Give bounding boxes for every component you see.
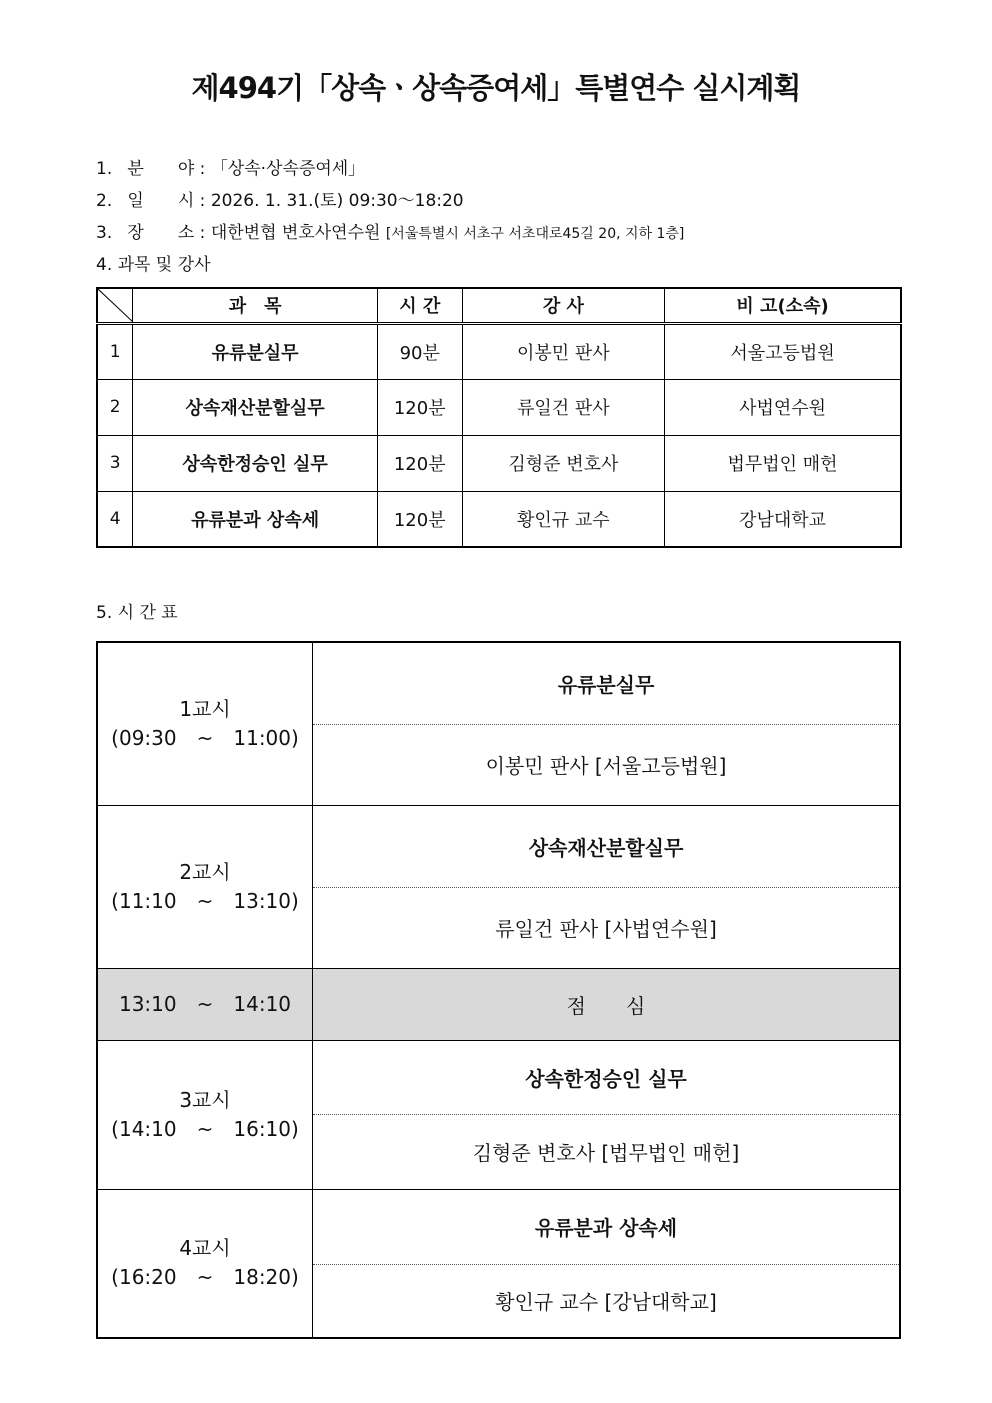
- period-1-lecturer: 이봉민 판사 [서울고등법원]: [313, 724, 901, 805]
- info-place-num: 3.: [96, 223, 113, 243]
- schedule-row-p3-subject: [97, 1040, 900, 1114]
- row-number: 1: [97, 323, 133, 379]
- period-4-label: 4교시: [179, 1236, 231, 1261]
- row-number: 4: [97, 491, 133, 547]
- row-number: 2: [97, 379, 133, 435]
- info-field: 1. 분 야 : 「상속·상속증여세」: [96, 154, 365, 179]
- period-3-label: 3교시: [179, 1087, 231, 1112]
- info-field-key: 분 야: [127, 159, 195, 179]
- row-time: 120분: [377, 379, 462, 435]
- period-1-subject: 유류분실무: [313, 642, 901, 724]
- period-1-time: (09:30 ~ 11:00): [111, 725, 299, 750]
- lunch-label: 점 심: [313, 968, 901, 1040]
- table-row: [97, 323, 901, 379]
- period-1-label: 1교시: [179, 696, 231, 721]
- row-subject: 유류분실무: [133, 323, 377, 379]
- row-number: 3: [97, 435, 133, 491]
- row-lecturer: 이봉민 판사: [462, 323, 664, 379]
- info-date-num: 2.: [96, 191, 113, 211]
- period-4-subject: 유류분과 상속세: [313, 1189, 901, 1264]
- row-lecturer: 류일건 판사: [462, 379, 664, 435]
- period-3-lecturer: 김형준 변호사 [법무법인 매헌]: [313, 1114, 901, 1189]
- row-subject: 상속재산분할실무: [133, 379, 377, 435]
- info-field-num: 1.: [96, 159, 113, 179]
- info-date: 2. 일 시 : 2026. 1. 31.(토) 09:30～18:20: [96, 186, 464, 211]
- info-date-key: 일 시: [127, 191, 195, 211]
- row-lecturer: 김형준 변호사: [462, 435, 664, 491]
- period-4-cell: [97, 1189, 313, 1338]
- period-3-cell: [97, 1040, 313, 1189]
- row-subject: 유류분과 상속세: [133, 491, 377, 547]
- row-time: 90분: [377, 323, 462, 379]
- period-2-label: 2교시: [179, 859, 231, 884]
- info-field-value: 「상속·상속증여세」: [210, 159, 366, 179]
- period-3-time: (14:10 ~ 16:10): [111, 1116, 299, 1141]
- subjects-header-row: [97, 288, 901, 323]
- schedule-row-p1-subject: [97, 642, 900, 724]
- document-title: 제494기「상속ㆍ상속증여세」특별연수 실시계획: [191, 71, 801, 105]
- schedule-row-p2-subject: [97, 805, 900, 887]
- lunch-time: 13:10 ~ 14:10: [97, 968, 313, 1040]
- info-place-value: 대한변협 변호사연수원: [210, 223, 381, 243]
- row-time: 120분: [377, 491, 462, 547]
- info-place-key: 장 소: [127, 223, 195, 243]
- period-2-cell: [97, 805, 313, 968]
- schedule-table: [96, 641, 901, 1339]
- table-row: [97, 435, 901, 491]
- schedule-row-p4-subject: [97, 1189, 900, 1264]
- info-date-value: 2026. 1. 31.(토) 09:30～18:20: [210, 191, 464, 211]
- row-time: 120분: [377, 435, 462, 491]
- period-3-subject: 상속한정승인 실무: [313, 1040, 901, 1114]
- section-4-heading: 4. 과목 및 강사: [96, 255, 211, 275]
- schedule-row-lunch: [97, 968, 900, 1040]
- period-1-cell: [97, 642, 313, 805]
- diagonal-cell: [97, 288, 133, 323]
- period-4-lecturer: 황인규 교수 [강남대학교]: [313, 1264, 901, 1338]
- row-note: 법무법인 매헌: [665, 435, 901, 491]
- row-note: 서울고등법원: [665, 323, 901, 379]
- header-time: 시 간: [377, 288, 462, 323]
- info-place: 3. 장 소 : 대한변협 변호사연수원 [서울특별시 서초구 서초대로45길 20, 지하 1층]: [96, 218, 684, 243]
- row-note: 사법연수원: [665, 379, 901, 435]
- period-4-time: (16:20 ~ 18:20): [111, 1265, 299, 1290]
- table-row: [97, 379, 901, 435]
- row-subject: 상속한정승인 실무: [133, 435, 377, 491]
- period-2-lecturer: 류일건 판사 [사법연수원]: [313, 887, 901, 968]
- section-5-heading: 5. 시 간 표: [96, 603, 178, 623]
- table-row: [97, 491, 901, 547]
- header-subject: 과 목: [133, 288, 377, 323]
- subjects-table: [96, 287, 902, 548]
- row-lecturer: 황인규 교수: [462, 491, 664, 547]
- period-2-time: (11:10 ~ 13:10): [111, 888, 299, 913]
- period-2-subject: 상속재산분할실무: [313, 805, 901, 887]
- info-place-address: [서울특별시 서초구 서초대로45길 20, 지하 1층]: [385, 226, 685, 242]
- row-note: 강남대학교: [665, 491, 901, 547]
- header-lecturer: 강 사: [462, 288, 664, 323]
- header-note: 비 고(소속): [665, 288, 901, 323]
